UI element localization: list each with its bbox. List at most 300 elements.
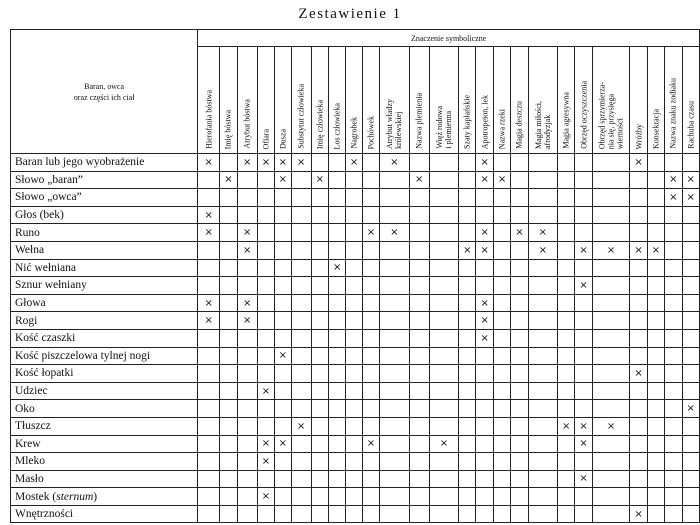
empty-cell <box>528 453 557 471</box>
empty-cell <box>647 312 664 330</box>
table-row <box>11 400 700 418</box>
table-row <box>11 189 700 207</box>
empty-cell <box>429 206 458 224</box>
row-label: Baran lub jego wyobrażenie <box>11 154 198 172</box>
empty-cell <box>528 365 557 383</box>
empty-cell <box>459 435 476 453</box>
column-header-label: Atrybut władzy królewskiej <box>385 99 404 149</box>
empty-cell <box>682 470 700 488</box>
empty-cell <box>429 277 458 295</box>
empty-cell <box>220 435 237 453</box>
column-header-label: Wróżby <box>634 123 644 149</box>
column-header-label: Konsekracja <box>651 109 661 149</box>
empty-cell <box>346 206 362 224</box>
empty-cell <box>493 382 510 400</box>
row-label: Wnętrzności <box>11 505 198 523</box>
empty-cell <box>511 189 528 207</box>
empty-cell <box>380 435 409 453</box>
empty-cell <box>575 224 592 242</box>
mark-cell: × <box>493 171 510 189</box>
empty-cell <box>459 488 476 506</box>
empty-cell <box>198 435 220 453</box>
column-header <box>557 47 574 154</box>
empty-cell <box>592 224 630 242</box>
empty-cell <box>592 488 630 506</box>
empty-cell <box>493 365 510 383</box>
mark-cell: × <box>476 241 493 259</box>
column-header-label: Pochówek <box>366 115 376 149</box>
empty-cell <box>329 294 346 312</box>
empty-cell <box>311 453 328 471</box>
empty-cell <box>528 171 557 189</box>
empty-cell <box>237 488 257 506</box>
empty-cell <box>311 382 328 400</box>
empty-cell <box>311 206 328 224</box>
column-header-label: Apotropeion, lek <box>480 94 490 149</box>
empty-cell <box>220 312 237 330</box>
mark-cell: × <box>665 189 682 207</box>
empty-cell <box>575 259 592 277</box>
empty-cell <box>557 224 574 242</box>
empty-cell <box>329 400 346 418</box>
empty-cell <box>362 241 379 259</box>
column-header-label: Rachuba czasu <box>686 101 696 149</box>
column-header <box>528 47 557 154</box>
mark-cell: × <box>575 241 592 259</box>
empty-cell <box>575 453 592 471</box>
empty-cell <box>647 259 664 277</box>
table-row <box>11 347 700 365</box>
table-row <box>11 241 700 259</box>
empty-cell <box>476 488 493 506</box>
empty-cell <box>665 347 682 365</box>
empty-cell <box>346 365 362 383</box>
empty-cell <box>592 435 630 453</box>
empty-cell <box>291 470 311 488</box>
empty-cell <box>647 171 664 189</box>
mark-cell: × <box>409 171 429 189</box>
row-label: Słowo „baran” <box>11 171 198 189</box>
empty-cell <box>511 488 528 506</box>
empty-cell <box>665 382 682 400</box>
row-label: Runo <box>11 224 198 242</box>
empty-cell <box>511 365 528 383</box>
row-label: Nić wełniana <box>11 259 198 277</box>
table-row <box>11 505 700 523</box>
empty-cell <box>459 189 476 207</box>
mark-cell: × <box>575 277 592 295</box>
empty-cell <box>528 259 557 277</box>
empty-cell <box>647 453 664 471</box>
mark-cell: × <box>459 241 476 259</box>
empty-cell <box>429 453 458 471</box>
empty-cell <box>346 171 362 189</box>
empty-cell <box>275 365 291 383</box>
empty-cell <box>220 294 237 312</box>
empty-cell <box>647 400 664 418</box>
empty-cell <box>528 329 557 347</box>
empty-cell <box>329 382 346 400</box>
empty-cell <box>682 505 700 523</box>
empty-cell <box>493 277 510 295</box>
empty-cell <box>237 470 257 488</box>
empty-cell <box>493 488 510 506</box>
empty-cell <box>647 382 664 400</box>
mark-cell: × <box>528 224 557 242</box>
empty-cell <box>459 417 476 435</box>
column-header-label: Szaty kapłańskie <box>462 95 472 149</box>
empty-cell <box>592 206 630 224</box>
empty-cell <box>429 294 458 312</box>
empty-cell <box>346 488 362 506</box>
empty-cell <box>528 505 557 523</box>
empty-cell <box>220 259 237 277</box>
empty-cell <box>198 171 220 189</box>
empty-cell <box>275 312 291 330</box>
empty-cell <box>275 277 291 295</box>
empty-cell <box>476 382 493 400</box>
empty-cell <box>682 154 700 172</box>
empty-cell <box>329 224 346 242</box>
empty-cell <box>291 365 311 383</box>
empty-cell <box>493 435 510 453</box>
empty-cell <box>493 400 510 418</box>
empty-cell <box>275 400 291 418</box>
empty-cell <box>682 224 700 242</box>
empty-cell <box>198 259 220 277</box>
empty-cell <box>511 241 528 259</box>
empty-cell <box>630 329 647 347</box>
column-header-label: Hierofania bóstwa <box>204 90 214 149</box>
empty-cell <box>557 382 574 400</box>
empty-cell <box>557 400 574 418</box>
empty-cell <box>528 417 557 435</box>
empty-cell <box>682 241 700 259</box>
empty-cell <box>257 294 274 312</box>
empty-cell <box>528 400 557 418</box>
empty-cell <box>459 382 476 400</box>
empty-cell <box>575 505 592 523</box>
empty-cell <box>220 206 237 224</box>
empty-cell <box>630 206 647 224</box>
empty-cell <box>493 329 510 347</box>
empty-cell <box>682 277 700 295</box>
empty-cell <box>220 417 237 435</box>
column-header <box>630 47 647 154</box>
mark-cell: × <box>429 435 458 453</box>
empty-cell <box>647 347 664 365</box>
empty-cell <box>592 294 630 312</box>
mark-cell: × <box>198 294 220 312</box>
mark-cell: × <box>575 435 592 453</box>
row-label: Masło <box>11 470 198 488</box>
empty-cell <box>665 224 682 242</box>
empty-cell <box>362 400 379 418</box>
empty-cell <box>511 400 528 418</box>
empty-cell <box>528 189 557 207</box>
empty-cell <box>459 294 476 312</box>
mark-cell: × <box>665 171 682 189</box>
empty-cell <box>630 417 647 435</box>
empty-cell <box>220 382 237 400</box>
empty-cell <box>630 277 647 295</box>
table-row <box>11 365 700 383</box>
empty-cell <box>665 312 682 330</box>
empty-cell <box>511 435 528 453</box>
empty-cell <box>575 312 592 330</box>
empty-cell <box>329 365 346 383</box>
empty-cell <box>346 329 362 347</box>
empty-cell <box>291 277 311 295</box>
empty-cell <box>493 241 510 259</box>
empty-cell <box>557 259 574 277</box>
empty-cell <box>476 400 493 418</box>
table-row <box>11 171 700 189</box>
empty-cell <box>493 154 510 172</box>
empty-cell <box>220 365 237 383</box>
empty-cell <box>257 417 274 435</box>
empty-cell <box>459 453 476 471</box>
empty-cell <box>275 259 291 277</box>
mark-cell: × <box>291 417 311 435</box>
empty-cell <box>459 154 476 172</box>
empty-cell <box>198 189 220 207</box>
empty-cell <box>476 206 493 224</box>
empty-cell <box>592 453 630 471</box>
empty-cell <box>511 206 528 224</box>
empty-cell <box>291 312 311 330</box>
empty-cell <box>329 435 346 453</box>
empty-cell <box>291 453 311 471</box>
empty-cell <box>362 329 379 347</box>
empty-cell <box>311 365 328 383</box>
empty-cell <box>682 329 700 347</box>
empty-cell <box>311 505 328 523</box>
column-header-label: Imię bóstwa <box>223 109 233 149</box>
empty-cell <box>528 488 557 506</box>
empty-cell <box>511 294 528 312</box>
empty-cell <box>291 329 311 347</box>
mark-cell: × <box>237 154 257 172</box>
empty-cell <box>647 470 664 488</box>
empty-cell <box>346 417 362 435</box>
column-header <box>291 47 311 154</box>
empty-cell <box>346 241 362 259</box>
table-row <box>11 277 700 295</box>
column-header-label: Obrzęd sprzymierza- nia się, przysięga wierności <box>597 81 625 149</box>
empty-cell <box>476 347 493 365</box>
empty-cell <box>409 435 429 453</box>
empty-cell <box>665 329 682 347</box>
empty-cell <box>275 241 291 259</box>
empty-cell <box>198 347 220 365</box>
empty-cell <box>429 488 458 506</box>
symbolic-meaning-table <box>10 29 700 523</box>
empty-cell <box>237 400 257 418</box>
empty-cell <box>647 435 664 453</box>
empty-cell <box>346 224 362 242</box>
empty-cell <box>429 154 458 172</box>
mark-cell: × <box>647 241 664 259</box>
empty-cell <box>493 259 510 277</box>
empty-cell <box>682 382 700 400</box>
empty-cell <box>257 206 274 224</box>
empty-cell <box>329 470 346 488</box>
column-header <box>665 47 682 154</box>
row-header-text: Baran, owca oraz części ich ciał <box>73 81 135 102</box>
mark-cell: × <box>220 171 237 189</box>
empty-cell <box>409 294 429 312</box>
empty-cell <box>291 171 311 189</box>
empty-cell <box>380 400 409 418</box>
mark-cell: × <box>198 154 220 172</box>
column-header <box>409 47 429 154</box>
empty-cell <box>476 435 493 453</box>
empty-cell <box>665 400 682 418</box>
empty-cell <box>647 417 664 435</box>
empty-cell <box>329 505 346 523</box>
empty-cell <box>291 294 311 312</box>
empty-cell <box>346 400 362 418</box>
empty-cell <box>429 312 458 330</box>
empty-cell <box>528 470 557 488</box>
empty-cell <box>429 189 458 207</box>
empty-cell <box>329 171 346 189</box>
mark-cell: × <box>380 154 409 172</box>
empty-cell <box>682 294 700 312</box>
empty-cell <box>409 224 429 242</box>
mark-cell: × <box>592 417 630 435</box>
empty-cell <box>198 365 220 383</box>
empty-cell <box>429 382 458 400</box>
empty-cell <box>459 277 476 295</box>
empty-cell <box>409 206 429 224</box>
empty-cell <box>647 505 664 523</box>
empty-cell <box>329 154 346 172</box>
mark-cell: × <box>311 171 328 189</box>
column-header <box>198 47 220 154</box>
empty-cell <box>291 241 311 259</box>
empty-cell <box>557 347 574 365</box>
column-header-label: Więź rodowa i plemienna <box>434 106 453 149</box>
empty-cell <box>311 241 328 259</box>
column-header-label: Nazwa znaku zodiaku <box>668 78 678 149</box>
empty-cell <box>557 435 574 453</box>
empty-cell <box>362 365 379 383</box>
column-header-label: Magia miłości, afrodyzjak <box>533 101 552 149</box>
column-header-label: Magia deszczu <box>514 101 524 149</box>
empty-cell <box>476 189 493 207</box>
empty-cell <box>647 224 664 242</box>
column-header <box>311 47 328 154</box>
empty-cell <box>237 365 257 383</box>
empty-cell <box>380 312 409 330</box>
empty-cell <box>362 277 379 295</box>
empty-cell <box>528 347 557 365</box>
empty-cell <box>647 277 664 295</box>
empty-cell <box>682 417 700 435</box>
empty-cell <box>275 470 291 488</box>
empty-cell <box>557 453 574 471</box>
mark-cell: × <box>682 189 700 207</box>
column-header <box>493 47 510 154</box>
empty-cell <box>459 470 476 488</box>
mark-cell: × <box>630 241 647 259</box>
row-label: Słowo „owca” <box>11 189 198 207</box>
empty-cell <box>459 224 476 242</box>
empty-cell <box>630 347 647 365</box>
empty-cell <box>511 382 528 400</box>
empty-cell <box>592 189 630 207</box>
column-header <box>380 47 409 154</box>
empty-cell <box>476 417 493 435</box>
row-header-cell <box>11 30 198 154</box>
empty-cell <box>511 259 528 277</box>
empty-cell <box>409 505 429 523</box>
mark-cell: × <box>476 312 493 330</box>
empty-cell <box>291 224 311 242</box>
empty-cell <box>665 241 682 259</box>
empty-cell <box>409 365 429 383</box>
mark-cell: × <box>198 312 220 330</box>
empty-cell <box>409 488 429 506</box>
mark-cell: × <box>257 453 274 471</box>
column-header-label: Obrzęd oczyszczenia <box>579 81 588 149</box>
mark-cell: × <box>682 171 700 189</box>
column-header <box>362 47 379 154</box>
empty-cell <box>291 206 311 224</box>
empty-cell <box>275 417 291 435</box>
empty-cell <box>429 505 458 523</box>
empty-cell <box>257 312 274 330</box>
empty-cell <box>220 400 237 418</box>
empty-cell <box>665 435 682 453</box>
group-header-row <box>11 30 700 47</box>
empty-cell <box>329 488 346 506</box>
column-header <box>275 47 291 154</box>
empty-cell <box>409 347 429 365</box>
empty-cell <box>459 206 476 224</box>
empty-cell <box>429 365 458 383</box>
empty-cell <box>380 294 409 312</box>
column-header-label: Nazwa plemienia <box>414 93 424 149</box>
empty-cell <box>682 259 700 277</box>
empty-cell <box>220 453 237 471</box>
empty-cell <box>380 470 409 488</box>
empty-cell <box>592 329 630 347</box>
empty-cell <box>237 259 257 277</box>
mark-cell: × <box>257 488 274 506</box>
empty-cell <box>511 154 528 172</box>
empty-cell <box>346 294 362 312</box>
empty-cell <box>493 505 510 523</box>
empty-cell <box>528 154 557 172</box>
empty-cell <box>380 453 409 471</box>
column-header <box>511 47 528 154</box>
empty-cell <box>592 382 630 400</box>
empty-cell <box>257 171 274 189</box>
empty-cell <box>665 259 682 277</box>
page-title: Zestawienie 1 <box>298 6 402 22</box>
empty-cell <box>493 417 510 435</box>
empty-cell <box>257 224 274 242</box>
mark-cell: × <box>575 417 592 435</box>
table-row <box>11 224 700 242</box>
mark-cell: × <box>362 224 379 242</box>
empty-cell <box>528 294 557 312</box>
empty-cell <box>511 329 528 347</box>
column-header-label: Nagrobek <box>349 117 359 149</box>
